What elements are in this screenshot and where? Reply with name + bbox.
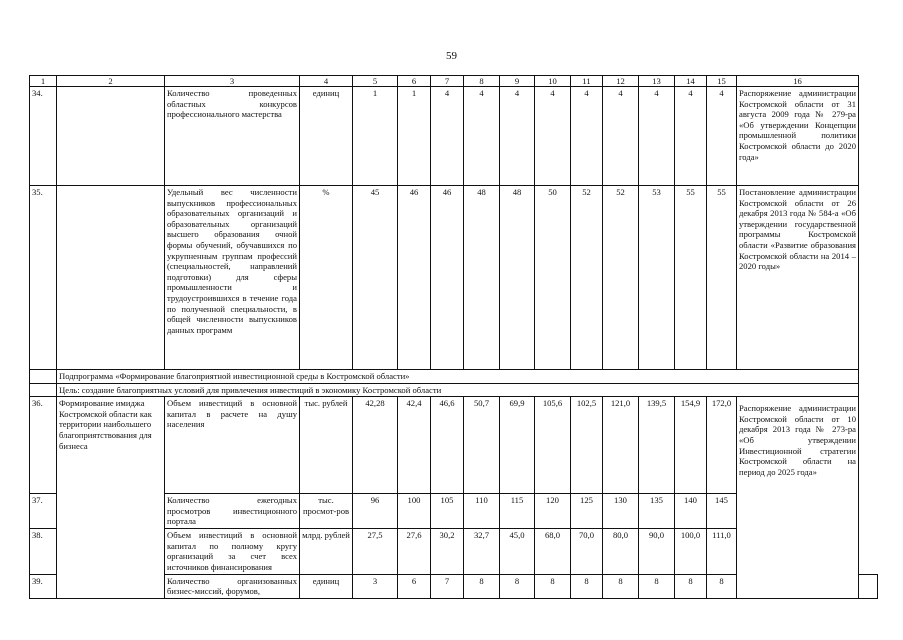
value-cell: 30,2 — [431, 529, 464, 574]
row-number: 37. — [30, 494, 57, 529]
value-cell: 50,7 — [464, 397, 500, 494]
value-cell: 4 — [675, 87, 707, 186]
row-number — [30, 370, 57, 384]
task-description: Формирование имиджа Костромской области как территории наибольшего благоприятствования для бизнеса — [57, 397, 165, 599]
column-number: 10 — [535, 76, 571, 87]
value-cell: 7 — [431, 574, 464, 598]
value-cell: 110 — [464, 494, 500, 529]
value-cell: 48 — [500, 186, 535, 370]
column-number: 1 — [30, 76, 57, 87]
column-number: 6 — [398, 76, 431, 87]
column-number: 8 — [464, 76, 500, 87]
value-cell: 1 — [398, 87, 431, 186]
subprogram-title: Подпрограмма «Формирование благоприятной инвестиционной среды в Костромской области» — [57, 370, 859, 384]
indicator-name: Объем инвестиций в основной капитал по полному кругу организаций за счет всех источников финансирования — [165, 529, 300, 574]
value-cell: 4 — [571, 87, 603, 186]
indicators-table — [29, 75, 878, 599]
column-number: 11 — [571, 76, 603, 87]
column-number: 14 — [675, 76, 707, 87]
column-number-row — [30, 76, 878, 87]
value-cell: 46 — [431, 186, 464, 370]
column-number: 4 — [300, 76, 353, 87]
value-cell: 42,4 — [398, 397, 431, 494]
unit: тыс. просмот-ров — [300, 494, 353, 529]
value-cell: 4 — [431, 87, 464, 186]
value-cell: 45 — [353, 186, 398, 370]
value-cell: 4 — [639, 87, 675, 186]
value-cell: 46,6 — [431, 397, 464, 494]
value-cell: 172,0 — [707, 397, 737, 494]
value-cell: 45,0 — [500, 529, 535, 574]
column-number: 9 — [500, 76, 535, 87]
indicator-name: Количество организованных бизнес-миссий, форумов, — [165, 574, 300, 598]
value-cell: 121,0 — [603, 397, 639, 494]
value-cell: 46 — [398, 186, 431, 370]
unit: единиц — [300, 87, 353, 186]
value-cell: 145 — [707, 494, 737, 529]
value-cell: 8 — [639, 574, 675, 598]
row-number: 36. — [30, 397, 57, 494]
value-cell: 6 — [398, 574, 431, 598]
goal-title: Цель: создание благоприятных условий для привлечения инвестиций в экономику Костромской области — [57, 383, 859, 397]
page-number: 59 — [446, 50, 457, 62]
table-row — [30, 87, 878, 186]
indicator-name: Количество ежегодных просмотров инвестиционного портала — [165, 494, 300, 529]
value-cell: 4 — [500, 87, 535, 186]
value-cell: 120 — [535, 494, 571, 529]
value-cell: 8 — [603, 574, 639, 598]
source-document: Распоряжение администрации Костромской области от 31 августа 2009 года № 279-ра «Об утверждении Концепции промышленной политики Костромской области до 2020 года» — [737, 87, 859, 186]
value-cell: 135 — [639, 494, 675, 529]
value-cell: 80,0 — [603, 529, 639, 574]
table-row — [30, 186, 878, 370]
value-cell: 8 — [707, 574, 737, 598]
unit: тыс. рублей — [300, 397, 353, 494]
value-cell: 8 — [464, 574, 500, 598]
indicator-name: Объем инвестиций в основной капитал в расчете на душу населения — [165, 397, 300, 494]
value-cell: 115 — [500, 494, 535, 529]
value-cell: 68,0 — [535, 529, 571, 574]
value-cell: 8 — [571, 574, 603, 598]
value-cell: 70,0 — [571, 529, 603, 574]
value-cell: 53 — [639, 186, 675, 370]
value-cell: 102,5 — [571, 397, 603, 494]
table-row — [30, 397, 878, 494]
value-cell: 4 — [603, 87, 639, 186]
value-cell: 4 — [535, 87, 571, 186]
value-cell: 52 — [571, 186, 603, 370]
value-cell: 27,5 — [353, 529, 398, 574]
value-cell: 111,0 — [707, 529, 737, 574]
row-number: 34. — [30, 87, 57, 186]
value-cell: 4 — [464, 87, 500, 186]
value-cell: 8 — [500, 574, 535, 598]
value-cell: 4 — [707, 87, 737, 186]
value-cell: 1 — [353, 87, 398, 186]
column-number: 13 — [639, 76, 675, 87]
value-cell: 90,0 — [639, 529, 675, 574]
column-number: 5 — [353, 76, 398, 87]
column-number: 12 — [603, 76, 639, 87]
column-number: 15 — [707, 76, 737, 87]
value-cell: 32,7 — [464, 529, 500, 574]
value-cell: 154,9 — [675, 397, 707, 494]
column-number: 2 — [57, 76, 165, 87]
value-cell: 42,28 — [353, 397, 398, 494]
row-number: 35. — [30, 186, 57, 370]
row-number: 38. — [30, 529, 57, 574]
column-number: 3 — [165, 76, 300, 87]
value-cell: 96 — [353, 494, 398, 529]
value-cell: 48 — [464, 186, 500, 370]
value-cell: 69,9 — [500, 397, 535, 494]
value-cell: 140 — [675, 494, 707, 529]
value-cell: 105 — [431, 494, 464, 529]
indicator-name: Удельный вес численности выпускников профессиональных образовательных организаций и образовательных организаций высшего образования очной формы обучений, обучавшихся по укрупненным группам профессий (специальностей, направлений подготовки) для сферы промышленности и трудоустроившихся в течение года по полученной специальности, в общей численности выпускников данных программ — [165, 186, 300, 370]
value-cell: 50 — [535, 186, 571, 370]
value-cell: 3 — [353, 574, 398, 598]
row-number — [30, 383, 57, 397]
unit: единиц — [300, 574, 353, 598]
column-number: 16 — [737, 76, 859, 87]
value-cell: 55 — [707, 186, 737, 370]
value-cell: 125 — [571, 494, 603, 529]
value-cell: 105,6 — [535, 397, 571, 494]
value-cell: 55 — [675, 186, 707, 370]
value-cell: 100,0 — [675, 529, 707, 574]
value-cell: 8 — [675, 574, 707, 598]
source-document: Постановление администрации Костромской области от 26 декабря 2013 года № 584-а «Об утверждении государственной программы Костромской области «Развитие образования Костромской области на 2014 – 2020 годы» — [737, 186, 859, 370]
task-cell — [57, 186, 165, 370]
column-number: 7 — [431, 76, 464, 87]
subprogram-row — [30, 370, 878, 384]
goal-row — [30, 383, 878, 397]
value-cell: 8 — [535, 574, 571, 598]
row-number: 39. — [30, 574, 57, 598]
value-cell: 130 — [603, 494, 639, 529]
task-cell — [57, 87, 165, 186]
unit: % — [300, 186, 353, 370]
source-document — [859, 574, 878, 598]
value-cell: 100 — [398, 494, 431, 529]
value-cell: 139,5 — [639, 397, 675, 494]
value-cell: 27,6 — [398, 529, 431, 574]
source-document: Распоряжение администрации Костромской области от 10 декабря 2013 года № 273-ра «Об утверждении Инвестиционной стратегии Костромской области на период до 2025 года» — [737, 397, 859, 599]
value-cell: 52 — [603, 186, 639, 370]
indicator-name: Количество проведенных областных конкурсов профессионального мастерства — [165, 87, 300, 186]
unit: млрд. рублей — [300, 529, 353, 574]
